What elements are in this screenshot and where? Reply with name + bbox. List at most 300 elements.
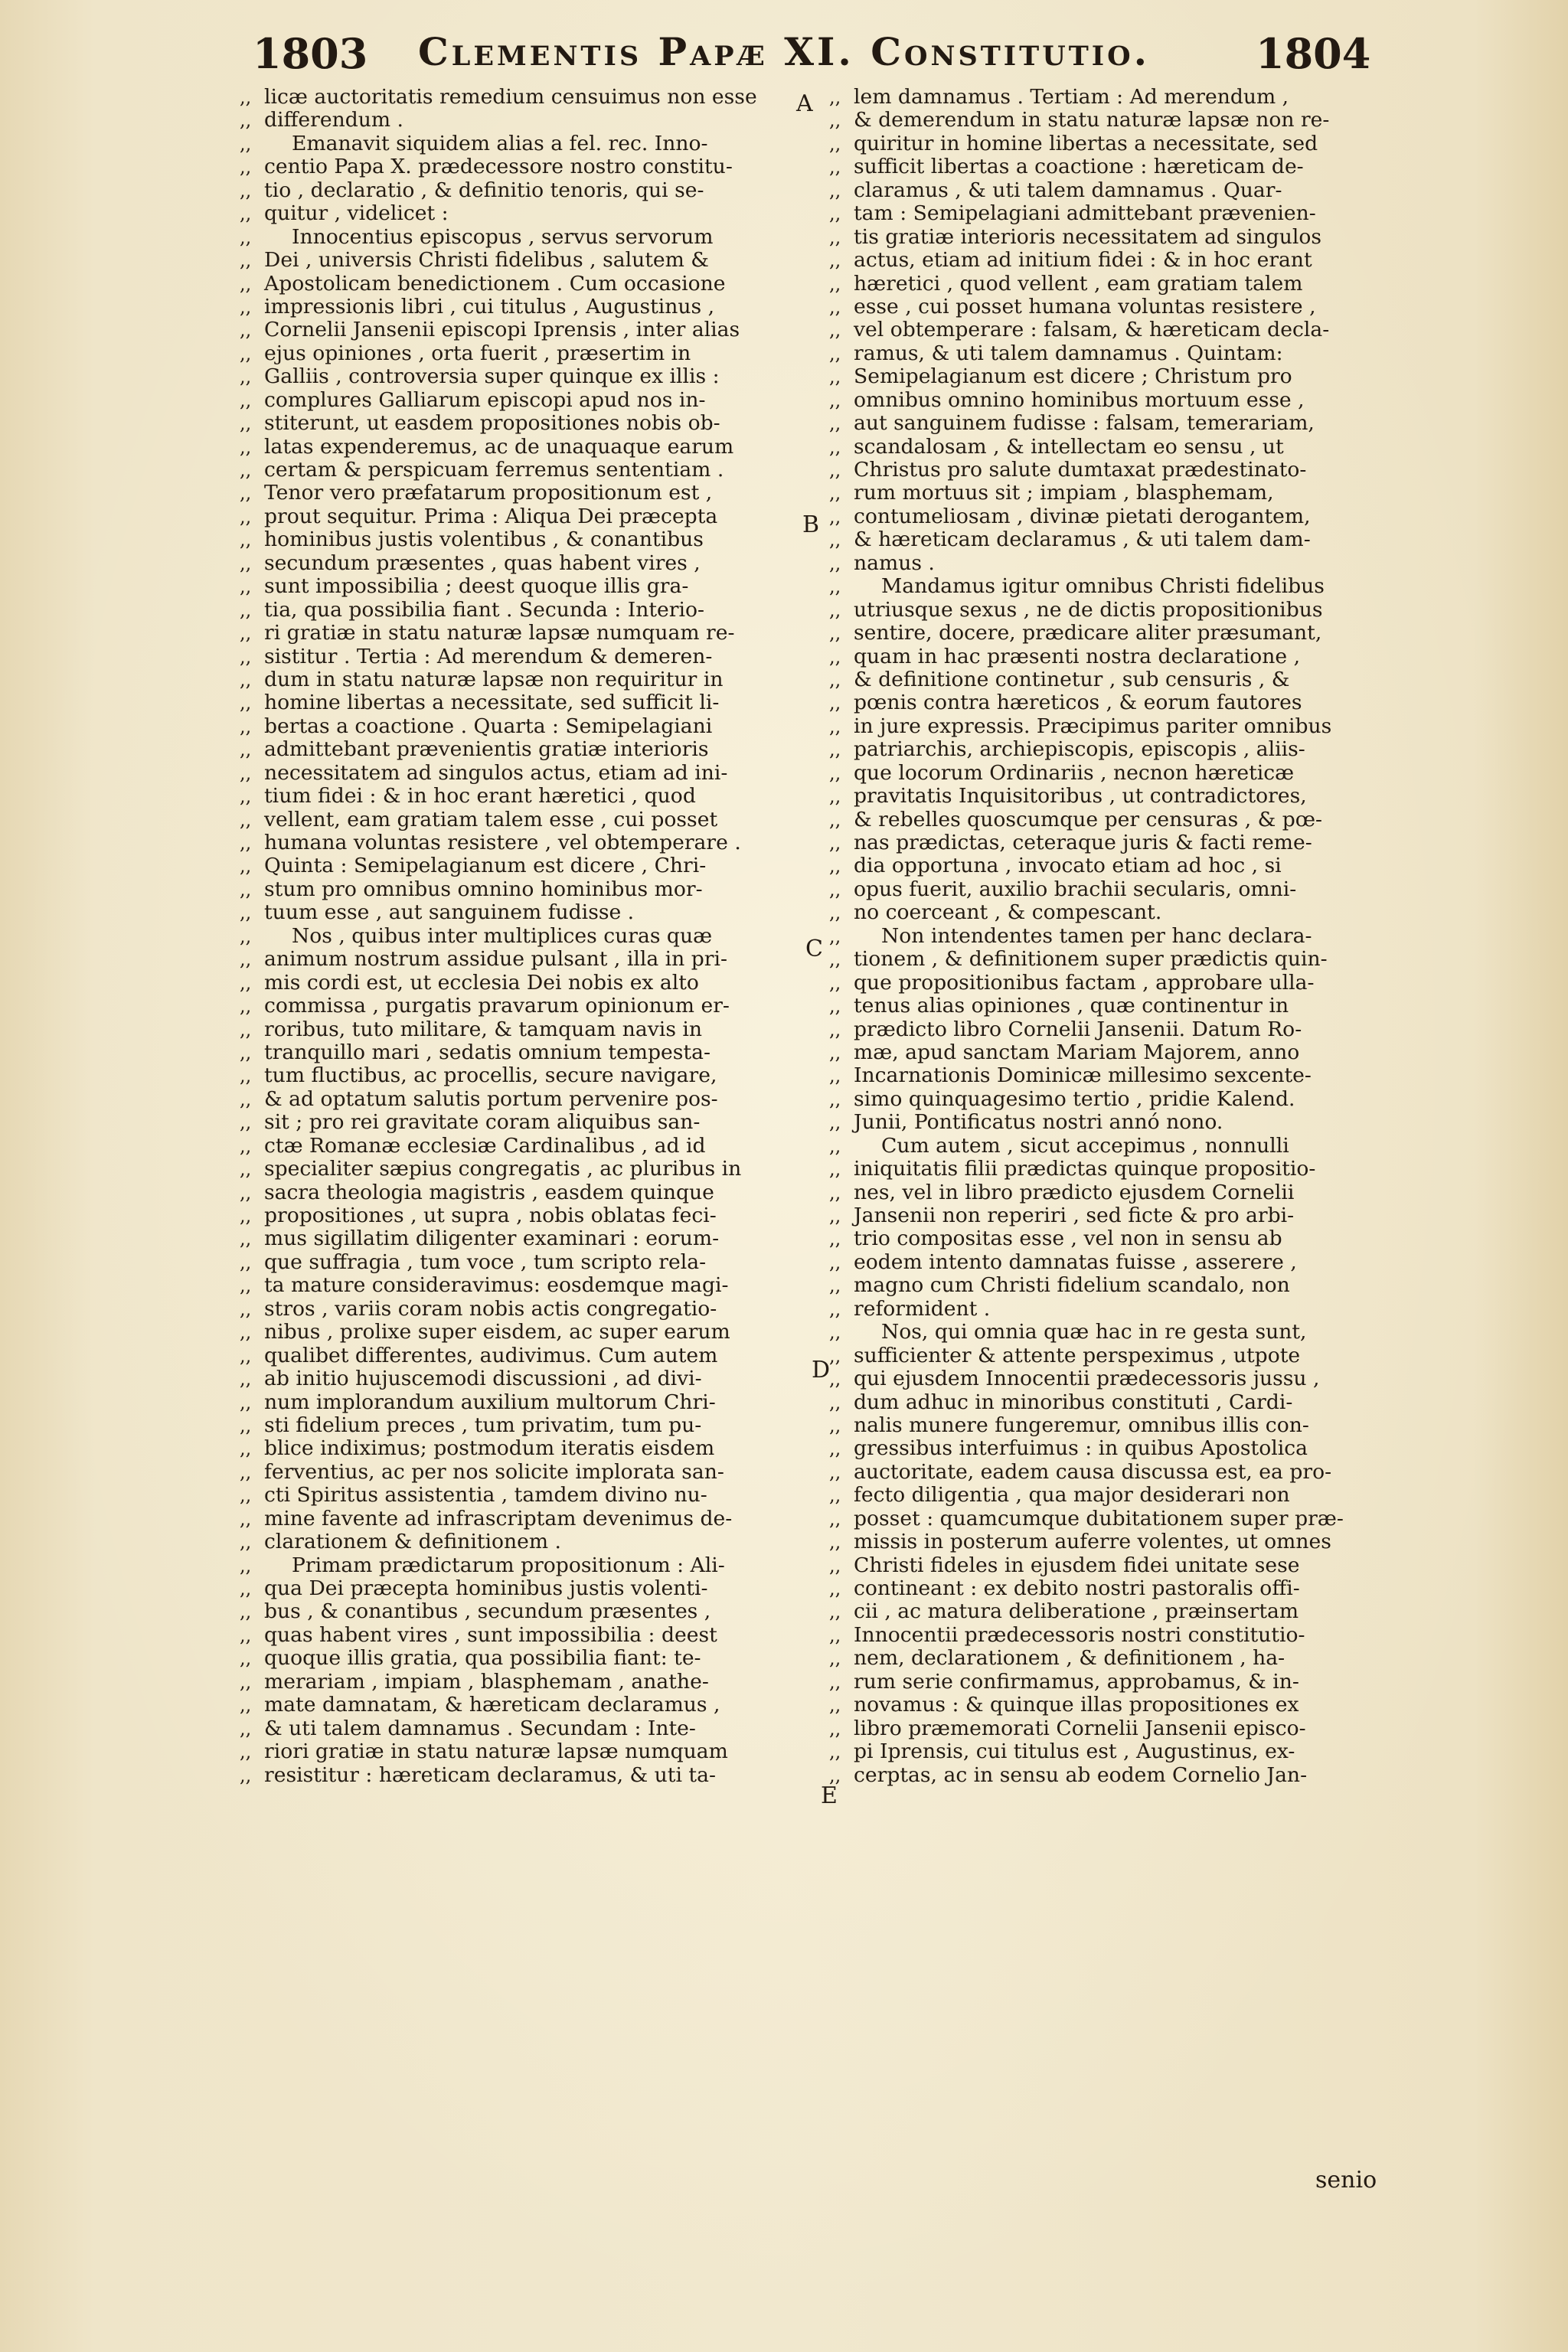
text-line [829,1390,1397,1414]
quote-mark: ,, [829,1228,841,1250]
line-text: nalis munere fungeremur, omnibus illis con- [854,1413,1309,1437]
text-line [829,481,1397,505]
text-line [240,644,808,668]
text-line [240,387,808,412]
line-text: magno cum Christi fidelium scandalo, non [854,1273,1290,1298]
line-text: tis gratiæ interioris necessitatem ad singulos [854,224,1321,249]
text-line [240,1669,808,1694]
quote-mark: ,, [240,925,252,947]
quote-mark: ,, [829,1648,841,1670]
text-line [240,550,808,575]
running-header: Clementis Papæ XI. Constitutio. [417,29,1151,74]
text-line [829,411,1397,436]
line-text: Quinta : Semipelagianum est dicere , Chri- [264,854,707,878]
quote-mark: ,, [240,832,252,854]
text-line [829,1204,1397,1227]
text-line [829,970,1397,995]
quote-mark: ,, [240,949,252,971]
line-text: fecto diligentia , qua major desiderari non [854,1483,1290,1508]
quote-mark: ,, [829,762,841,784]
quote-mark: ,, [240,413,252,435]
quote-mark: ,, [240,529,252,551]
quote-mark: ,, [240,1228,252,1250]
quote-mark: ,, [240,250,252,272]
line-text: tam : Semipelagiani admittebant prævenien- [854,201,1316,226]
quote-mark: ,, [240,1508,252,1530]
line-text: tenus alias opiniones , quæ continentur in [854,994,1289,1018]
line-text: Semipelagianum est dicere ; Christum pro [854,364,1292,389]
quote-mark: ,, [240,1018,252,1040]
text-line [240,1133,808,1158]
text-line [829,900,1397,925]
text-line [240,1506,808,1530]
text-line [829,807,1397,831]
quote-mark: ,, [240,1112,252,1134]
line-text: sistitur . Tertia : Ad merendum & demeren- [264,644,713,668]
quote-mark: ,, [829,459,841,481]
line-text: tum fluctibus, ac procellis, secure navigare, [264,1063,717,1088]
text-line [829,877,1397,901]
line-text: que suffragia , tum voce , tum scripto rela- [264,1250,707,1274]
text-line [829,691,1397,715]
text-line [240,947,808,972]
quote-mark: ,, [240,622,252,645]
quote-mark: ,, [829,786,841,808]
quote-mark: ,, [829,505,841,528]
text-line [240,294,808,318]
line-text: Dei , universis Christi fidelibus , salutem & [264,248,709,273]
text-line [829,1576,1397,1600]
line-text: sufficienter & attente perspeximus , utpote [854,1343,1301,1367]
quote-mark: ,, [829,1764,841,1786]
text-line [240,831,808,854]
line-text: bus , & conantibus , secundum præsentes , [264,1599,711,1624]
line-text: claramus , & uti talem damnamus . Quar- [854,178,1282,202]
quote-mark: ,, [829,832,841,854]
quote-mark: ,, [829,1694,841,1717]
text-line [240,201,808,226]
line-text: secundum præsentes , quas habent vires , [264,550,701,575]
text-line [240,854,808,878]
quote-mark: ,, [829,273,841,295]
text-line [829,528,1397,552]
quote-mark: ,, [829,599,841,621]
line-text: ferventius, ac per nos solicite implorata san- [264,1459,724,1484]
text-line [829,714,1397,738]
margin-letter-b: B [802,511,820,538]
text-line [240,760,808,785]
quote-mark: ,, [240,1438,252,1460]
text-line [240,1180,808,1204]
line-text: specialiter sæpius congregatis , ac pluribus in [264,1157,742,1181]
line-text: tio , declaratio , & definitio tenoris, qui se- [264,178,704,202]
quote-mark: ,, [829,1205,841,1227]
quote-mark: ,, [829,1088,841,1110]
quote-mark: ,, [829,132,841,155]
text-line [829,737,1397,762]
line-text: quas habent vires , sunt impossibilia : deest [264,1622,717,1647]
line-text: namus . [854,550,935,575]
text-line [829,1436,1397,1461]
quote-mark: ,, [240,482,252,505]
line-text: qualibet differentes, audivimus. Cum autem [264,1343,718,1367]
line-text: dum adhuc in minoribus constituti , Cardi- [854,1390,1293,1414]
quote-mark: ,, [829,715,841,737]
line-text: quam in hac præsenti nostra declaratione , [854,644,1301,668]
quote-mark: ,, [829,226,841,248]
quote-mark: ,, [240,1205,252,1227]
quote-mark: ,, [829,250,841,272]
line-text: Non intendentes tamen per hanc declara- [881,923,1312,948]
quote-mark: ,, [240,692,252,714]
quote-mark: ,, [829,1298,841,1320]
quote-mark: ,, [829,692,841,714]
line-text: Christi fideles in ejusdem fidei unitate sese [854,1553,1300,1577]
quote-mark: ,, [829,1438,841,1460]
quote-mark: ,, [240,296,252,318]
quote-mark: ,, [240,342,252,364]
text-line [240,131,808,155]
quote-mark: ,, [829,576,841,598]
line-text: & ad optatum salutis portum pervenire pos- [264,1086,718,1111]
line-text: Apostolicam benedictionem . Cum occasione [264,271,726,296]
text-line [829,831,1397,854]
line-text: homine libertas a necessitate, sed sufficit li- [264,691,720,715]
quote-mark: ,, [240,1741,252,1763]
text-line [240,714,808,738]
quote-mark: ,, [829,342,841,364]
quote-mark: ,, [240,1368,252,1390]
line-text: mus sigillatim diligenter examinari : eorum- [264,1227,720,1251]
quote-mark: ,, [240,87,252,108]
line-text: sacra theologia magistris , easdem quinque [264,1180,714,1204]
text-line [240,224,808,249]
quote-mark: ,, [240,1135,252,1157]
line-text: necessitatem ad singulos actus, etiam ad ini- [264,760,728,785]
quote-mark: ,, [829,902,841,924]
text-line [829,387,1397,412]
quote-mark: ,, [240,1041,252,1063]
line-text: simo quinquagesimo tertio , pridie Kalend. [854,1086,1295,1111]
text-line [240,248,808,273]
line-text: blice indiximus; postmodum iteratis eisdem [264,1436,715,1461]
text-line [829,1017,1397,1041]
text-line [240,1716,808,1740]
quote-mark: ,, [829,1251,841,1273]
text-line [829,1343,1397,1367]
quote-mark: ,, [829,1344,841,1367]
quote-mark: ,, [829,1112,841,1134]
line-text: pi Iprensis, cui titulus est , Augustinus, ex- [854,1740,1295,1764]
text-line [240,1646,808,1671]
quote-mark: ,, [240,1485,252,1507]
quote-mark: ,, [829,1041,841,1063]
quote-mark: ,, [829,972,841,994]
line-text: admittebant prævenientis gratiæ interioris [264,737,709,762]
text-line [240,1693,808,1717]
line-text: ejus opiniones , orta fuerit , præsertim in [264,341,691,365]
text-line [829,271,1397,296]
line-text: missis in posterum auferre volentes, ut omnes [854,1530,1331,1554]
quote-mark: ,, [829,87,841,108]
quote-mark: ,, [240,1181,252,1204]
quote-mark: ,, [240,878,252,900]
quote-mark: ,, [240,1554,252,1576]
text-line [829,1483,1397,1508]
quote-mark: ,, [240,1717,252,1740]
text-line [829,1506,1397,1530]
text-line [829,550,1397,575]
line-text: num implorandum auxilium multorum Chri- [264,1390,716,1414]
line-text: eodem intento damnatas fuisse , asserere , [854,1250,1297,1274]
quote-mark: ,, [240,972,252,994]
quote-mark: ,, [240,1601,252,1623]
quote-mark: ,, [240,599,252,621]
line-text: tranquillo mari , sedatis omnium tempesta- [264,1040,710,1064]
quote-mark: ,, [240,1414,252,1436]
line-text: & demerendum in statu naturæ lapsæ non re- [854,108,1330,132]
line-text: actus, etiam ad initium fidei : & in hoc erant [854,248,1312,273]
line-text: Mandamus igitur omnibus Christi fidelibus [881,574,1325,599]
quote-mark: ,, [240,668,252,691]
quote-mark: ,, [240,1648,252,1670]
text-line [829,294,1397,318]
line-text: sentire, docere, prædicare aliter præsumant, [854,621,1322,645]
line-text: quitur , videlicet : [264,201,449,226]
quote-mark: ,, [829,949,841,971]
text-line [829,1086,1397,1111]
line-text: latas expenderemus, ac de unaquaque earum [264,434,734,459]
line-text: commissa , purgatis pravarum opinionum er- [264,994,730,1018]
text-line [240,1040,808,1064]
text-line [240,667,808,691]
line-text: rum serie confirmamus, approbamus, & in- [854,1669,1299,1694]
line-text: lem damnamus . Tertiam : Ad merendum , [854,85,1289,109]
text-line [240,458,808,482]
line-text: cii , ac matura deliberatione , præinsertam [854,1599,1299,1624]
line-text: contineant : ex debito nostri pastoralis offi- [854,1576,1300,1600]
text-line [240,621,808,645]
line-text: pœnis contra hæreticos , & eorum fautores [854,691,1302,715]
quote-mark: ,, [829,1508,841,1530]
text-line [829,458,1397,482]
text-line [240,1227,808,1251]
text-line [240,271,808,296]
quote-mark: ,, [240,319,252,341]
text-line [829,1273,1397,1298]
text-line [829,621,1397,645]
text-line [240,994,808,1018]
line-text: Primam prædictarum propositionum : Ali- [292,1553,725,1577]
quote-mark: ,, [829,1181,841,1204]
text-line [240,1622,808,1647]
text-line [240,108,808,132]
quote-mark: ,, [240,855,252,877]
text-line [240,597,808,622]
text-line [240,504,808,528]
text-line [240,155,808,179]
text-line [829,318,1397,342]
text-line [240,1599,808,1624]
text-line [240,1017,808,1041]
text-line [829,784,1397,808]
quote-mark: ,, [240,203,252,225]
quote-mark: ,, [829,296,841,318]
text-line [829,224,1397,249]
text-line [829,155,1397,179]
line-text: & definitione continetur , sub censuris , & [854,667,1290,691]
quote-mark: ,, [829,668,841,691]
text-line [240,1530,808,1554]
line-text: novamus : & quinque illas propositiones ex [854,1693,1299,1717]
line-text: prout sequitur. Prima : Aliqua Dei præcepta [264,504,718,528]
line-text: patriarchis, archiepiscopis, episcopis , aliis- [854,737,1305,762]
text-line [829,1320,1397,1344]
quote-mark: ,, [240,1088,252,1110]
text-line [240,1204,808,1227]
text-line [829,1296,1397,1321]
line-text: ri gratiæ in statu naturæ lapsæ numquam re- [264,621,735,645]
text-line [240,1086,808,1111]
line-text: roribus, tuto militare, & tamquam navis in [264,1017,703,1041]
line-text: mis cordi est, ut ecclesia Dei nobis ex alto [264,970,699,995]
text-line [829,1716,1397,1740]
text-line [829,85,1397,109]
quote-mark: ,, [240,1671,252,1693]
line-text: Tenor vero præfatarum propositionum est , [264,481,713,505]
margin-letter-e: E [821,1782,838,1809]
line-text: trio compositas esse , vel non in sensu ab [854,1227,1282,1251]
quote-mark: ,, [240,1694,252,1717]
right-page-number: 1804 [1256,29,1371,78]
left-text-column [240,85,808,1787]
line-text: stiterunt, ut easdem propositiones nobis ob- [264,411,720,436]
text-line [829,131,1397,155]
quote-mark: ,, [240,109,252,132]
text-line [829,108,1397,132]
text-line [829,923,1397,948]
text-line [829,1762,1397,1787]
text-line [829,1740,1397,1764]
quote-mark: ,, [829,808,841,831]
text-line [829,201,1397,226]
quote-mark: ,, [240,1531,252,1553]
quote-mark: ,, [829,925,841,947]
line-text: Jansenii non reperiri , sed ficte & pro arbi- [854,1204,1295,1227]
text-line [240,1553,808,1577]
text-line [240,341,808,365]
text-line [829,1646,1397,1671]
line-text: dum in statu naturæ lapsæ non requiritur in [264,667,724,691]
text-line [829,341,1397,365]
quote-mark: ,, [240,1275,252,1297]
line-text: mate damnatam, & hæreticam declaramus , [264,1693,720,1717]
line-text: cti Spiritus assistentia , tamdem divino nu- [264,1483,707,1508]
line-text: & rebelles quoscumque per censuras , & pœ- [854,807,1323,831]
line-text: sufficit libertas a coactione : hæreticam de- [854,155,1304,179]
line-text: Emanavit siquidem alias a fel. rec. Inno- [292,131,708,155]
quote-mark: ,, [240,576,252,598]
line-text: clarationem & definitionem . [264,1530,562,1554]
text-line [829,1157,1397,1181]
line-text: qui ejusdem Innocentii prædecessoris jussu , [854,1367,1320,1391]
text-line [240,1273,808,1298]
line-text: sit ; pro rei gravitate coram aliquibus san- [264,1110,701,1135]
line-text: vel obtemperare : falsam, & hæreticam decla- [854,318,1330,342]
line-text: stros , variis coram nobis actis congregatio- [264,1296,717,1321]
text-line [829,1553,1397,1577]
quote-mark: ,, [829,1135,841,1157]
line-text: gressibus interfuimus : in quibus Apostolica [854,1436,1308,1461]
quote-mark: ,, [829,1275,841,1297]
quote-mark: ,, [829,319,841,341]
text-line [240,784,808,808]
line-text: vellent, eam gratiam talem esse , cui posset [264,807,718,831]
line-text: tuum esse , aut sanguinem fudisse . [264,900,635,925]
text-line [829,667,1397,691]
line-text: resistitur : hæreticam declaramus, & uti ta- [264,1762,716,1787]
quote-mark: ,, [240,995,252,1018]
text-line [240,1436,808,1461]
text-line [240,900,808,925]
margin-letter-a: A [796,90,813,117]
line-text: nes, vel in libro prædicto ejusdem Cornelii [854,1180,1295,1204]
quote-mark: ,, [829,389,841,411]
text-line [829,1622,1397,1647]
line-text: in jure expressis. Præcipimus pariter omnibus [854,714,1332,738]
line-text: impressionis libri , cui titulus , Augustinus , [264,294,715,318]
text-line [240,1459,808,1484]
quote-mark: ,, [829,1624,841,1646]
text-line [240,923,808,948]
text-line [829,1413,1397,1437]
line-text: ab initio hujuscemodi discussioni , ad divi- [264,1367,702,1391]
text-line [829,1693,1397,1717]
text-line [829,1110,1397,1135]
text-line [829,1367,1397,1391]
text-line [240,1343,808,1367]
quote-mark: ,, [240,715,252,737]
text-line [829,994,1397,1018]
quote-mark: ,, [829,1391,841,1413]
quote-mark: ,, [829,179,841,201]
text-line [240,1413,808,1437]
quote-mark: ,, [240,132,252,155]
line-text: que locorum Ordinariis , necnon hæreticæ [854,760,1295,785]
text-line [829,364,1397,389]
line-text: aut sanguinem fudisse : falsam, temerariam, [854,411,1315,436]
text-line [829,248,1397,273]
quote-mark: ,, [240,1344,252,1367]
text-line [829,644,1397,668]
line-text: qua Dei præcepta hominibus justis volenti- [264,1576,708,1600]
text-line [240,1576,808,1600]
text-line [240,574,808,599]
line-text: ramus, & uti talem damnamus . Quintam: [854,341,1283,365]
quote-mark: ,, [240,1624,252,1646]
line-text: certam & perspicuam ferremus sententiam . [264,458,724,482]
text-line [829,947,1397,972]
line-text: quoque illis gratia, qua possibilia fiant: te- [264,1646,701,1671]
quote-mark: ,, [240,436,252,458]
text-line [829,434,1397,459]
text-line [240,1110,808,1135]
text-line [829,504,1397,528]
line-text: riori gratiæ in statu naturæ lapsæ numquam [264,1740,728,1764]
quote-mark: ,, [829,552,841,574]
line-text: esse , cui posset humana voluntas resistere , [854,294,1316,318]
quote-mark: ,, [829,1485,841,1507]
